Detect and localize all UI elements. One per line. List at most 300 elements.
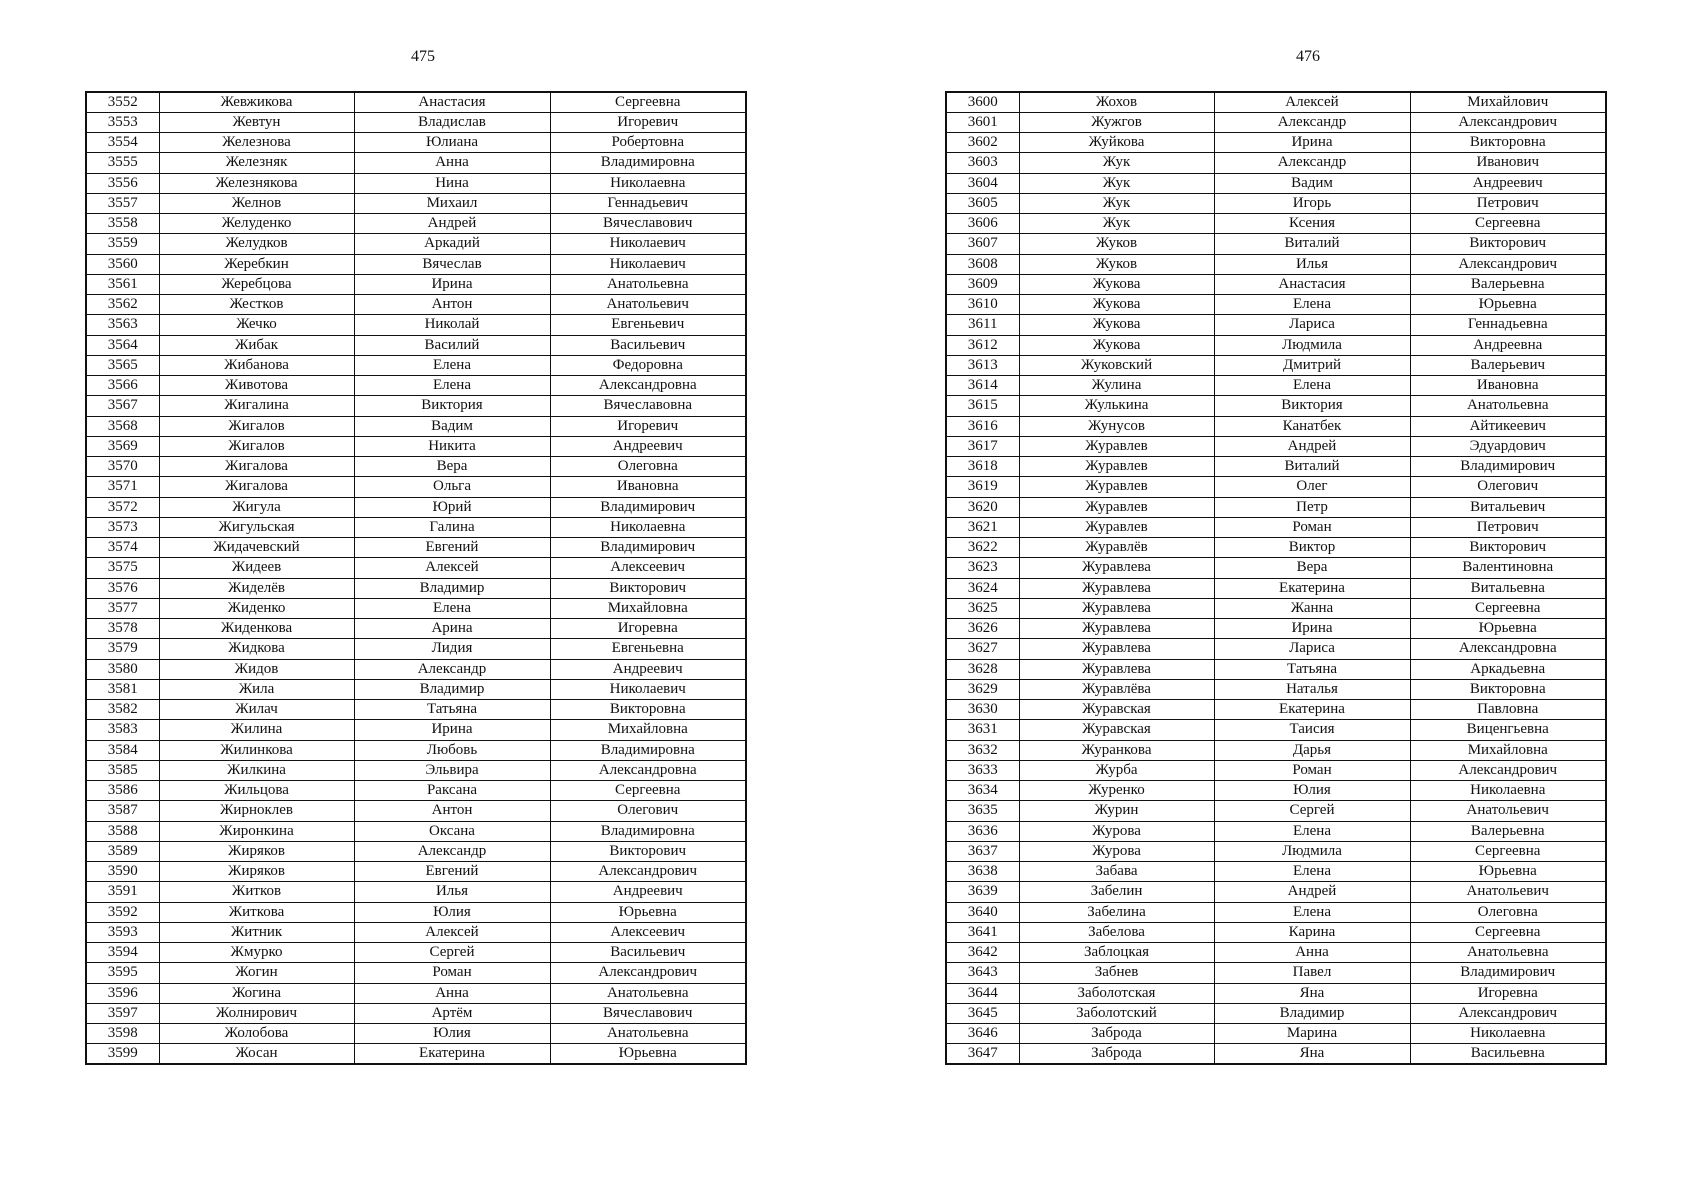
last-name-cell: Жигалова [159,457,354,477]
last-name-cell: Железнова [159,133,354,153]
first-name-cell: Сергей [1214,801,1410,821]
patronymic-cell: Витальевич [1410,497,1606,517]
last-name-cell: Жосан [159,1044,354,1064]
last-name-cell: Жидеев [159,558,354,578]
last-name-cell: Журавлева [1019,619,1214,639]
first-name-cell: Карина [1214,922,1410,942]
last-name-cell: Жевжикова [159,92,354,112]
row-number-cell: 3582 [86,700,159,720]
page-right [845,0,1690,1200]
table-row [86,760,746,780]
first-name-cell: Александр [1214,153,1410,173]
table-row [946,1044,1606,1064]
last-name-cell: Жохов [1019,92,1214,112]
patronymic-cell: Аркадьевна [1410,659,1606,679]
first-name-cell: Павел [1214,963,1410,983]
first-name-cell: Алексей [354,922,550,942]
patronymic-cell: Михайловна [550,720,746,740]
table-row [86,781,746,801]
first-name-cell: Аркадий [354,234,550,254]
last-name-cell: Железняк [159,153,354,173]
first-name-cell: Марина [1214,1024,1410,1044]
last-name-cell: Забава [1019,862,1214,882]
table-row [86,862,746,882]
table-row [946,416,1606,436]
last-name-cell: Журавлев [1019,457,1214,477]
last-name-cell: Жук [1019,173,1214,193]
row-number-cell: 3627 [946,639,1019,659]
patronymic-cell: Николаевич [550,254,746,274]
row-number-cell: 3609 [946,274,1019,294]
row-number-cell: 3559 [86,234,159,254]
patronymic-cell: Сергеевна [1410,841,1606,861]
patronymic-cell: Николаевич [550,234,746,254]
patronymic-cell: Михайловна [1410,740,1606,760]
row-number-cell: 3587 [86,801,159,821]
row-number-cell: 3599 [86,1044,159,1064]
row-number-cell: 3616 [946,416,1019,436]
patronymic-cell: Олегович [550,801,746,821]
row-number-cell: 3552 [86,92,159,112]
last-name-cell: Жмурко [159,943,354,963]
row-number-cell: 3596 [86,983,159,1003]
last-name-cell: Жевтун [159,112,354,132]
table-row [946,922,1606,942]
row-number-cell: 3564 [86,335,159,355]
patronymic-cell: Анатольевна [1410,943,1606,963]
table-row [946,214,1606,234]
patronymic-cell: Викторович [1410,234,1606,254]
table-row [86,740,746,760]
row-number-cell: 3553 [86,112,159,132]
first-name-cell: Анна [1214,943,1410,963]
first-name-cell: Олег [1214,477,1410,497]
first-name-cell: Эльвира [354,760,550,780]
row-number-cell: 3558 [86,214,159,234]
last-name-cell: Жиряков [159,862,354,882]
last-name-cell: Журавлёв [1019,538,1214,558]
row-number-cell: 3573 [86,517,159,537]
row-number-cell: 3568 [86,416,159,436]
first-name-cell: Виктор [1214,538,1410,558]
last-name-cell: Заболотский [1019,1003,1214,1023]
first-name-cell: Сергей [354,943,550,963]
patronymic-cell: Геннадьевич [550,193,746,213]
first-name-cell: Ирина [1214,619,1410,639]
table-row [86,538,746,558]
patronymic-cell: Александрович [550,862,746,882]
last-name-cell: Жиряков [159,841,354,861]
first-name-cell: Елена [354,598,550,618]
last-name-cell: Журавлева [1019,659,1214,679]
row-number-cell: 3569 [86,436,159,456]
first-name-cell: Андрей [354,214,550,234]
table-row [946,740,1606,760]
last-name-cell: Заболотская [1019,983,1214,1003]
row-number-cell: 3613 [946,355,1019,375]
table-row [86,376,746,396]
table-row [86,457,746,477]
row-number-cell: 3584 [86,740,159,760]
patronymic-cell: Анатольевич [1410,882,1606,902]
row-number-cell: 3554 [86,133,159,153]
table-row [946,254,1606,274]
patronymic-cell: Игоревна [1410,983,1606,1003]
last-name-cell: Журова [1019,841,1214,861]
first-name-cell: Елена [1214,376,1410,396]
row-number-cell: 3646 [946,1024,1019,1044]
first-name-cell: Александр [354,841,550,861]
row-number-cell: 3631 [946,720,1019,740]
last-name-cell: Журова [1019,821,1214,841]
last-name-cell: Заблоцкая [1019,943,1214,963]
row-number-cell: 3572 [86,497,159,517]
last-name-cell: Журин [1019,801,1214,821]
row-number-cell: 3561 [86,274,159,294]
last-name-cell: Желудков [159,234,354,254]
patronymic-cell: Викторовна [1410,133,1606,153]
last-name-cell: Журавлева [1019,639,1214,659]
table-row [946,862,1606,882]
first-name-cell: Арина [354,619,550,639]
patronymic-cell: Робертовна [550,133,746,153]
patronymic-cell: Вячеславович [550,214,746,234]
patronymic-cell: Николаевна [1410,781,1606,801]
table-row [86,1003,746,1023]
row-number-cell: 3615 [946,396,1019,416]
patronymic-cell: Сергеевна [1410,214,1606,234]
table-row [946,153,1606,173]
row-number-cell: 3606 [946,214,1019,234]
first-name-cell: Лидия [354,639,550,659]
row-number-cell: 3602 [946,133,1019,153]
patronymic-cell: Николаевна [1410,1024,1606,1044]
last-name-cell: Жигалина [159,396,354,416]
row-number-cell: 3632 [946,740,1019,760]
last-name-cell: Желуденко [159,214,354,234]
first-name-cell: Антон [354,295,550,315]
table-row [946,376,1606,396]
row-number-cell: 3601 [946,112,1019,132]
table-row [946,639,1606,659]
patronymic-cell: Александрович [1410,112,1606,132]
table-row [86,355,746,375]
table-row [946,335,1606,355]
first-name-cell: Петр [1214,497,1410,517]
patronymic-cell: Андреевич [550,436,746,456]
last-name-cell: Животова [159,376,354,396]
table-row [946,193,1606,213]
row-number-cell: 3614 [946,376,1019,396]
row-number-cell: 3607 [946,234,1019,254]
last-name-cell: Жиденко [159,598,354,618]
patronymic-cell: Павловна [1410,700,1606,720]
row-number-cell: 3555 [86,153,159,173]
patronymic-cell: Юрьевна [1410,862,1606,882]
table-row [86,679,746,699]
table-row [946,477,1606,497]
row-number-cell: 3622 [946,538,1019,558]
patronymic-cell: Вячеславовна [550,396,746,416]
table-row [86,983,746,1003]
table-row [86,558,746,578]
row-number-cell: 3591 [86,882,159,902]
patronymic-cell: Петрович [1410,517,1606,537]
last-name-cell: Жукова [1019,274,1214,294]
table-row [946,578,1606,598]
first-name-cell: Роман [1214,760,1410,780]
row-number-cell: 3642 [946,943,1019,963]
patronymic-cell: Александровна [1410,639,1606,659]
last-name-cell: Жестков [159,295,354,315]
table-row [86,943,746,963]
table-row [946,1024,1606,1044]
last-name-cell: Железнякова [159,173,354,193]
last-name-cell: Жукова [1019,295,1214,315]
row-number-cell: 3634 [946,781,1019,801]
first-name-cell: Василий [354,335,550,355]
table-row [86,274,746,294]
patronymic-cell: Николаевич [550,679,746,699]
table-row [946,821,1606,841]
row-number-cell: 3583 [86,720,159,740]
patronymic-cell: Игоревич [550,416,746,436]
row-number-cell: 3604 [946,173,1019,193]
first-name-cell: Вера [1214,558,1410,578]
first-name-cell: Андрей [1214,882,1410,902]
patronymic-cell: Андреевич [1410,173,1606,193]
table-row [86,315,746,335]
first-name-cell: Екатерина [354,1044,550,1064]
patronymic-cell: Анатольевна [550,274,746,294]
last-name-cell: Жиденкова [159,619,354,639]
first-name-cell: Вера [354,457,550,477]
row-number-cell: 3625 [946,598,1019,618]
row-number-cell: 3603 [946,153,1019,173]
patronymic-cell: Юрьевна [1410,619,1606,639]
first-name-cell: Вадим [1214,173,1410,193]
patronymic-cell: Валерьевич [1410,355,1606,375]
first-name-cell: Елена [354,376,550,396]
last-name-cell: Жулькина [1019,396,1214,416]
table-row [86,92,746,112]
last-name-cell: Журавлев [1019,436,1214,456]
patronymic-cell: Ивановна [550,477,746,497]
patronymic-cell: Алексеевич [550,922,746,942]
first-name-cell: Елена [1214,862,1410,882]
table-row [946,902,1606,922]
first-name-cell: Владислав [354,112,550,132]
last-name-cell: Жибак [159,335,354,355]
patronymic-cell: Викторович [550,841,746,861]
first-name-cell: Илья [354,882,550,902]
first-name-cell: Ольга [354,477,550,497]
table-row [86,700,746,720]
first-name-cell: Евгений [354,538,550,558]
last-name-cell: Жиронкина [159,821,354,841]
last-name-cell: Житков [159,882,354,902]
last-name-cell: Жук [1019,193,1214,213]
first-name-cell: Ирина [354,274,550,294]
table-row [86,497,746,517]
last-name-cell: Жужгов [1019,112,1214,132]
table-row [86,416,746,436]
last-name-cell: Журавская [1019,720,1214,740]
last-name-cell: Житкова [159,902,354,922]
patronymic-cell: Сергеевна [550,92,746,112]
patronymic-cell: Алексеевич [550,558,746,578]
table-row [86,254,746,274]
table-row [86,963,746,983]
table-row [946,841,1606,861]
row-number-cell: 3557 [86,193,159,213]
row-number-cell: 3612 [946,335,1019,355]
table-row [946,781,1606,801]
row-number-cell: 3575 [86,558,159,578]
first-name-cell: Канатбек [1214,416,1410,436]
last-name-cell: Журавлева [1019,558,1214,578]
table-row [946,355,1606,375]
first-name-cell: Игорь [1214,193,1410,213]
last-name-cell: Жук [1019,214,1214,234]
last-name-cell: Жилкина [159,760,354,780]
row-number-cell: 3595 [86,963,159,983]
table-row [946,436,1606,456]
table-row [946,234,1606,254]
last-name-cell: Желнов [159,193,354,213]
row-number-cell: 3636 [946,821,1019,841]
first-name-cell: Роман [1214,517,1410,537]
patronymic-cell: Петрович [1410,193,1606,213]
patronymic-cell: Юрьевна [550,1044,746,1064]
patronymic-cell: Олеговна [1410,902,1606,922]
patronymic-cell: Михайловна [550,598,746,618]
page-number: 476 [1296,48,1320,65]
first-name-cell: Галина [354,517,550,537]
patronymic-cell: Анатольевна [550,983,746,1003]
patronymic-cell: Владимирович [550,497,746,517]
last-name-cell: Жидкова [159,639,354,659]
patronymic-cell: Эдуардович [1410,436,1606,456]
table-row [946,112,1606,132]
table-row [946,983,1606,1003]
table-row [946,92,1606,112]
row-number-cell: 3647 [946,1044,1019,1064]
row-number-cell: 3624 [946,578,1019,598]
row-number-cell: 3570 [86,457,159,477]
last-name-cell: Жигула [159,497,354,517]
row-number-cell: 3567 [86,396,159,416]
table-row [86,882,746,902]
table-row [86,133,746,153]
patronymic-cell: Владимировна [550,821,746,841]
first-name-cell: Артём [354,1003,550,1023]
row-number-cell: 3594 [86,943,159,963]
first-name-cell: Оксана [354,821,550,841]
first-name-cell: Юлия [1214,781,1410,801]
row-number-cell: 3623 [946,558,1019,578]
last-name-cell: Жильцова [159,781,354,801]
table-row [946,619,1606,639]
last-name-cell: Жирноклев [159,801,354,821]
first-name-cell: Людмила [1214,335,1410,355]
first-name-cell: Илья [1214,254,1410,274]
last-name-cell: Жидов [159,659,354,679]
table-row [946,598,1606,618]
row-number-cell: 3578 [86,619,159,639]
first-name-cell: Александр [354,659,550,679]
roster-table [945,91,1607,1065]
last-name-cell: Жеребцова [159,274,354,294]
row-number-cell: 3566 [86,376,159,396]
table-row [946,295,1606,315]
table-row [86,193,746,213]
first-name-cell: Яна [1214,983,1410,1003]
last-name-cell: Жеребкин [159,254,354,274]
patronymic-cell: Викторович [550,578,746,598]
row-number-cell: 3579 [86,639,159,659]
first-name-cell: Екатерина [1214,700,1410,720]
last-name-cell: Жогина [159,983,354,1003]
patronymic-cell: Викторовна [550,700,746,720]
first-name-cell: Михаил [354,193,550,213]
last-name-cell: Журавлев [1019,477,1214,497]
last-name-cell: Жуйкова [1019,133,1214,153]
table-row [946,133,1606,153]
first-name-cell: Анна [354,983,550,1003]
table-row [946,720,1606,740]
first-name-cell: Елена [1214,821,1410,841]
last-name-cell: Журавская [1019,700,1214,720]
first-name-cell: Дмитрий [1214,355,1410,375]
last-name-cell: Жигалов [159,436,354,456]
table-row [86,659,746,679]
first-name-cell: Елена [1214,295,1410,315]
first-name-cell: Юлия [354,902,550,922]
table-row [86,578,746,598]
table-row [946,1003,1606,1023]
last-name-cell: Журавлев [1019,517,1214,537]
last-name-cell: Жила [159,679,354,699]
last-name-cell: Жолобова [159,1024,354,1044]
last-name-cell: Жиделёв [159,578,354,598]
row-number-cell: 3574 [86,538,159,558]
last-name-cell: Жолнирович [159,1003,354,1023]
row-number-cell: 3585 [86,760,159,780]
last-name-cell: Жилач [159,700,354,720]
row-number-cell: 3605 [946,193,1019,213]
first-name-cell: Лариса [1214,315,1410,335]
patronymic-cell: Александрович [550,963,746,983]
patronymic-cell: Геннадьевна [1410,315,1606,335]
patronymic-cell: Александровна [550,376,746,396]
patronymic-cell: Владимировна [550,153,746,173]
last-name-cell: Забелова [1019,922,1214,942]
table-row [86,477,746,497]
first-name-cell: Евгений [354,862,550,882]
first-name-cell: Юлия [354,1024,550,1044]
row-number-cell: 3571 [86,477,159,497]
last-name-cell: Жидачевский [159,538,354,558]
first-name-cell: Елена [354,355,550,375]
row-number-cell: 3620 [946,497,1019,517]
last-name-cell: Журавлева [1019,578,1214,598]
table-row [86,214,746,234]
table-row [946,315,1606,335]
patronymic-cell: Вячеславович [550,1003,746,1023]
patronymic-cell: Витальевна [1410,578,1606,598]
table-row [86,922,746,942]
